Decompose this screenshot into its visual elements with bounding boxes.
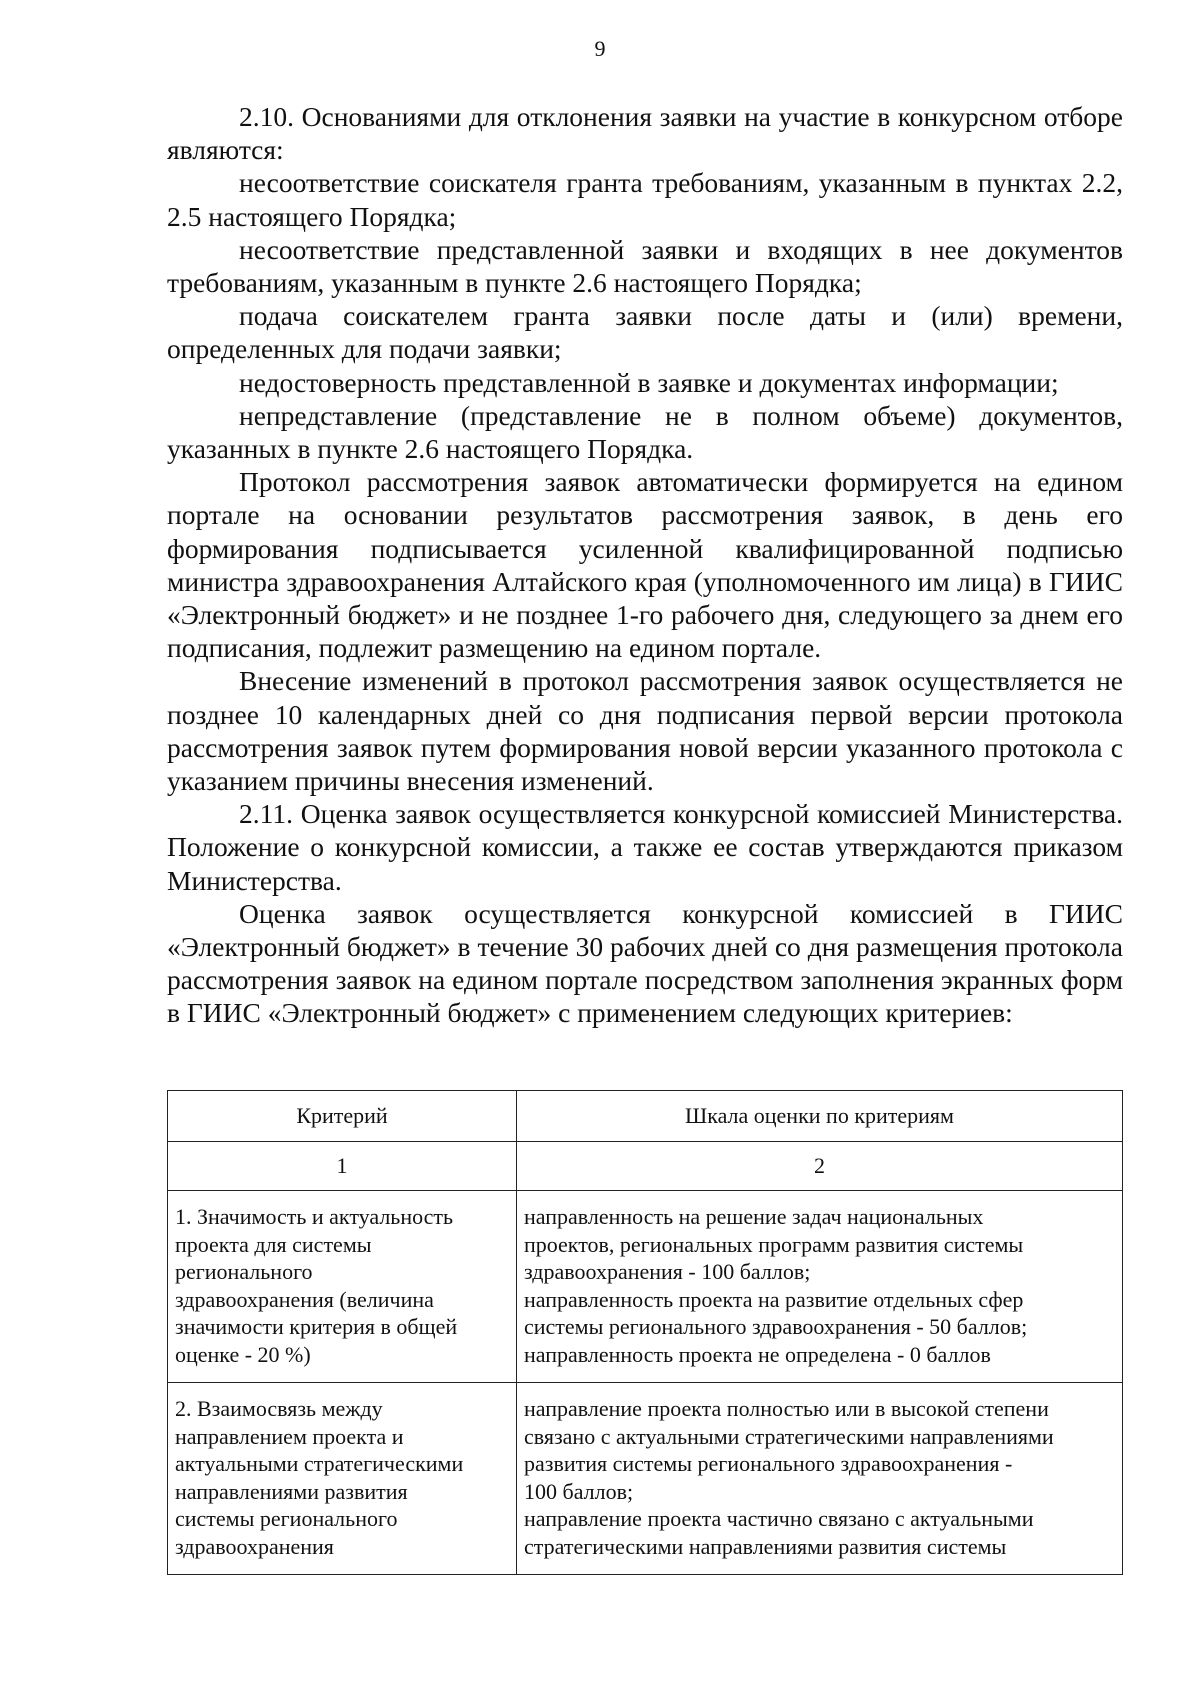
criterion-line: регионального <box>175 1259 313 1284</box>
paragraph-protocol-changes: Внесение изменений в протокол рассмотрения заявок осуществляется не позднее 10 календарных дней со дня подписания первой версии протокола рассмотрения заявок путем формирования новой версии указанного протокола с указанием причины внесения изменений. <box>167 665 1123 797</box>
header-scale: Шкала оценки по критериям <box>517 1091 1123 1142</box>
scale-line: связано с актуальными стратегическими направлениями <box>524 1423 1054 1449</box>
scale-line: направление проекта частично связано с актуальными <box>524 1506 1034 1531</box>
scale-line: 100 баллов; <box>524 1478 634 1504</box>
header-criterion: Критерий <box>168 1091 517 1142</box>
page-number: 9 <box>594 36 606 61</box>
scale-line: направление проекта полностью или в высокой степени <box>524 1396 1049 1421</box>
column-number-1: 1 <box>168 1142 517 1191</box>
scale-line: здравоохранения - 100 баллов; <box>524 1259 811 1284</box>
column-number-2: 2 <box>517 1142 1123 1191</box>
criterion-line: системы регионального <box>175 1506 398 1531</box>
table-header-row <box>168 1091 1123 1142</box>
paragraph-2-11: 2.11. Оценка заявок осуществляется конкурсной комиссией Министерства. Положение о конкурсной комиссии, а также ее состав утверждаются приказом Министерства. <box>167 798 1123 896</box>
criterion-line: здравоохранения <box>175 1533 334 1559</box>
scale-line: направленность на решение задач национальных <box>524 1204 984 1229</box>
scale-cell <box>517 1191 1123 1383</box>
criterion-line: 2. Взаимосвязь между <box>175 1396 383 1421</box>
column-number-row <box>168 1142 1123 1191</box>
scale-cell <box>517 1383 1123 1575</box>
scale-line: направленность проекта не определена - 0 баллов <box>524 1341 991 1367</box>
paragraph-reason-1: несоответствие соискателя гранта требованиям, указанным в пунктах 2.2, 2.5 настоящего Порядка; <box>167 167 1123 232</box>
table-row <box>168 1191 1123 1383</box>
scale-line: направленность проекта на развитие отдельных сфер <box>524 1286 1024 1312</box>
paragraph-protocol: Протокол рассмотрения заявок автоматически формируется на едином портале на основании результатов рассмотрения заявок, в день его формирования подписывается усиленной квалифицированной подписью министра здравоохранения Алтайского края (уполномоченного им лица) в ГИИС «Электронный бюджет» и не позднее 1-го рабочего дня, следующего за днем его подписания, подлежит размещению на едином портале. <box>167 466 1123 664</box>
criterion-line: проекта для системы <box>175 1231 372 1257</box>
criterion-line: оценке - 20 %) <box>175 1341 311 1367</box>
criterion-line: направлением проекта и <box>175 1423 404 1449</box>
criteria-table-wrapper <box>167 1090 1123 1575</box>
paragraph-2-10: 2.10. Основаниями для отклонения заявки на участие в конкурсном отборе являются: <box>167 101 1123 166</box>
criterion-line: 1. Значимость и актуальность <box>175 1204 454 1229</box>
paragraph-reason-4: недостоверность представленной в заявке и документах информации; <box>239 366 1059 398</box>
scale-line: проектов, региональных программ развития системы <box>524 1231 1024 1257</box>
table-row <box>168 1383 1123 1575</box>
criteria-table <box>167 1090 1123 1575</box>
scale-line: стратегическими направлениями развития системы <box>524 1533 1007 1559</box>
criterion-line: значимости критерия в общей <box>175 1314 458 1339</box>
document-body <box>167 100 1123 1030</box>
paragraph-evaluation: Оценка заявок осуществляется конкурсной комиссией в ГИИС «Электронный бюджет» в течение 30 рабочих дней со дня размещения протокола рассмотрения заявок на едином портале посредством заполнения экранных форм в ГИИС «Электронный бюджет» с применением следующих критериев: <box>167 897 1123 1029</box>
paragraph-reason-5: непредставление (представление не в полном объеме) документов, указанных в пункте 2.6 настоящего Порядка. <box>167 399 1123 465</box>
scale-line: системы регионального здравоохранения - 50 баллов; <box>524 1314 1028 1339</box>
criterion-line: здравоохранения (величина <box>175 1286 434 1312</box>
criterion-cell <box>168 1191 517 1383</box>
paragraph-reason-2: несоответствие представленной заявки и входящих в нее документов требованиям, указанным в пункте 2.6 настоящего Порядка; <box>167 233 1123 299</box>
paragraph-reason-3: подача соискателем гранта заявки после даты и (или) времени, определенных для подачи заявки; <box>167 300 1123 365</box>
criterion-cell <box>168 1383 517 1575</box>
criterion-line: актуальными стратегическими <box>175 1451 464 1476</box>
criterion-line: направлениями развития <box>175 1478 408 1504</box>
scale-line: развития системы регионального здравоохранения - <box>524 1451 1013 1476</box>
